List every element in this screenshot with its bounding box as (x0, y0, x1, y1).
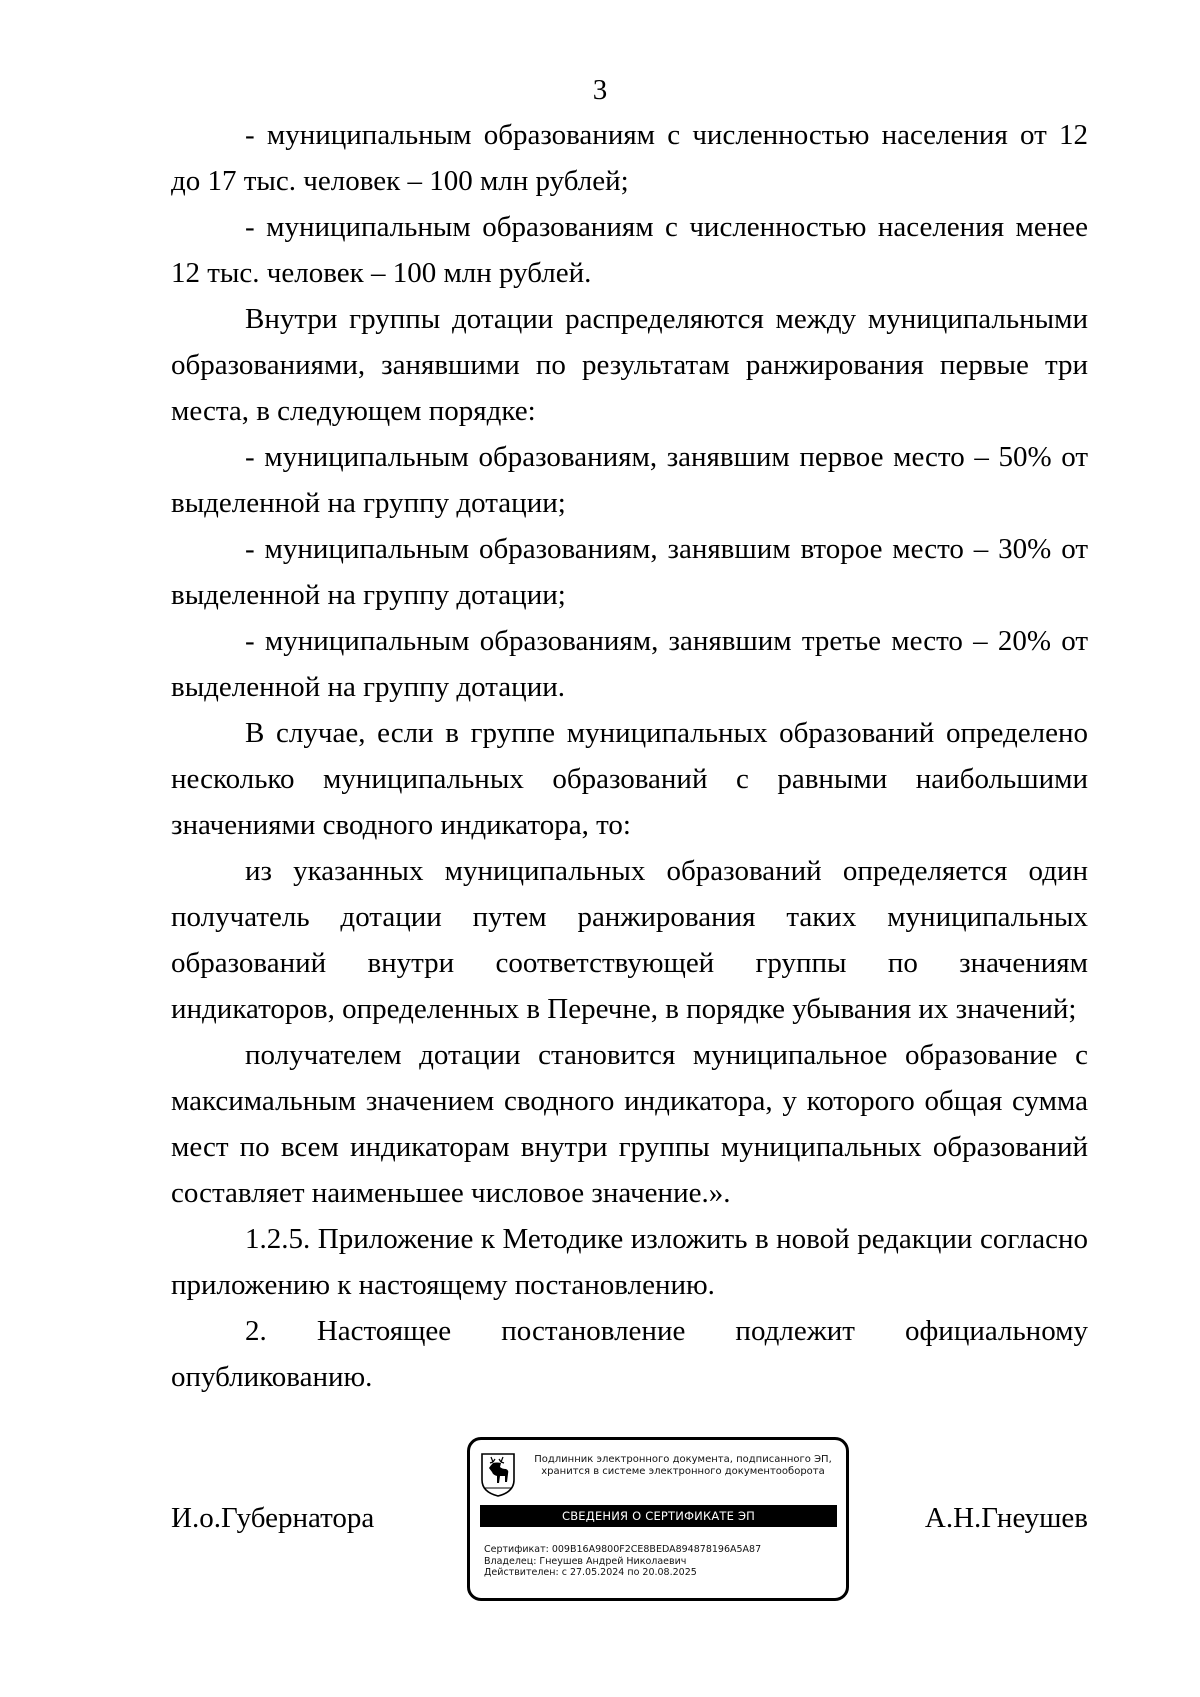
certificate-validity: Действителен: с 27.05.2024 по 20.08.2025 (484, 1567, 697, 1578)
deer-coat-of-arms-icon (480, 1452, 516, 1498)
paragraph: из указанных муниципальных образований определяется один получатель дотации путем ранжирования таких муниципальных образований внутри соответствующей группы по значениям индикаторов, определенных в Перечне, в порядке убывания их значений; (171, 855, 1088, 1025)
stamp-note-line: хранится в системе электронного документооборота (541, 1466, 825, 1477)
paragraph: - муниципальным образованиям, занявшим первое место – 50% от выделенной на группу дотации; (171, 441, 1088, 519)
stamp-note (522, 1454, 844, 1478)
paragraph: - муниципальным образованиям с численностью населения менее 12 тыс. человек – 100 млн рублей. (171, 211, 1088, 289)
paragraph: - муниципальным образованиям с численностью населения от 12 до 17 тыс. человек – 100 млн рублей; (171, 119, 1088, 197)
signature-block (0, 1437, 1200, 1627)
paragraph: - муниципальным образованиям, занявшим третье место – 20% от выделенной на группу дотации. (171, 625, 1088, 703)
certificate-header: СВЕДЕНИЯ О СЕРТИФИКАТЕ ЭП (480, 1505, 837, 1527)
paragraph: 2. Настоящее постановление подлежит официальному опубликованию. (171, 1315, 1088, 1393)
electronic-signature-stamp (467, 1437, 849, 1601)
paragraph: 1.2.5. Приложение к Методике изложить в новой редакции согласно приложению к настоящему постановлению. (171, 1223, 1088, 1301)
stamp-note-line: Подлинник электронного документа, подписанного ЭП, (534, 1454, 832, 1465)
document-body (171, 112, 1088, 1400)
signatory-name: А.Н.Гнеушев (924, 1502, 1088, 1534)
paragraph: Внутри группы дотации распределяются между муниципальными образованиями, занявшими по результатам ранжирования первые три места, в следующем порядке: (171, 303, 1088, 427)
certificate-details (484, 1544, 761, 1579)
certificate-owner: Владелец: Гнеушев Андрей Николаевич (484, 1555, 687, 1567)
signatory-position: И.о.Губернатора (171, 1502, 375, 1534)
paragraph: - муниципальным образованиям, занявшим второе место – 30% от выделенной на группу дотации; (171, 533, 1088, 611)
certificate-number: Сертификат: 009B16A9800F2CE8BEDA894878196A5A87 (484, 1544, 762, 1555)
paragraph: В случае, если в группе муниципальных образований определено несколько муниципальных образований с равными наибольшими значениями сводного индикатора, то: (171, 717, 1088, 841)
paragraph: получателем дотации становится муниципальное образование с максимальным значением сводного индикатора, у которого общая сумма мест по всем индикаторам внутри группы муниципальных образований составляет наименьшее числовое значение.». (171, 1039, 1088, 1209)
page-number: 3 (592, 74, 608, 106)
